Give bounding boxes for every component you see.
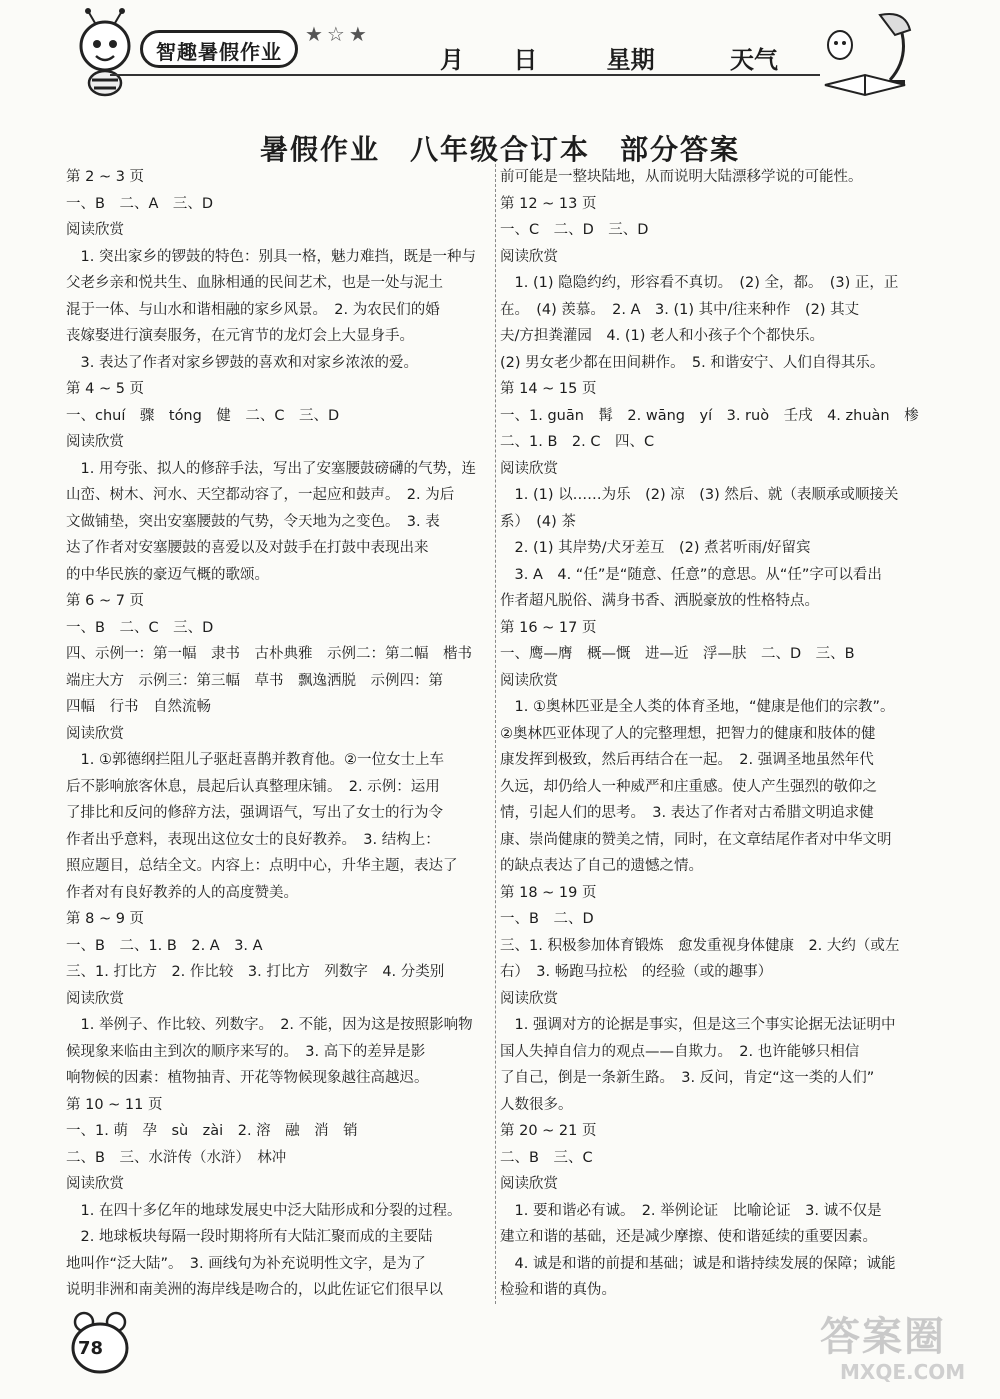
answer-line: 第 4 ~ 5 页 — [66, 381, 145, 397]
answer-line: 三、1. 积极参加体育锻炼 愈发重视身体健康 2. 大约（或左 — [500, 937, 900, 954]
answer-line: 3. 表达了作者对家乡锣鼓的喜欢和对家乡浓浓的爱。 — [66, 354, 418, 371]
answer-line: 响物候的因素：植物抽青、开花等物候现象越往高越迟。 — [66, 1070, 429, 1086]
answer-line: 阅读欣赏 — [66, 434, 124, 450]
answer-line: 说明非洲和南美洲的海岸线是吻合的，以此佐证它们很早以 — [66, 1282, 443, 1298]
answer-line: 二、1. B 2. C 四、C — [500, 434, 655, 450]
answer-line: 一、B 二、1. B 2. A 3. A — [66, 937, 263, 954]
answer-line: 阅读欣赏 — [500, 1176, 558, 1192]
page-title: 暑假作业 八年级合订本 部分答案 — [259, 133, 740, 166]
answer-line: 人数很多。 — [500, 1096, 573, 1113]
answer-line: 一、B 二、A 三、D — [66, 195, 214, 212]
answer-line: 山峦、树木、河水、天空都动容了，一起应和鼓声。 2. 为后 — [66, 487, 455, 503]
answer-line: 一、B 二、C 三、D — [66, 619, 214, 636]
answer-line: 第 20 ~ 21 页 — [500, 1123, 597, 1139]
answer-line: 1. 突出家乡的锣鼓的特色：别具一格，魅力难挡，既是一种与 — [66, 248, 476, 265]
watermark-url: MXQE.COM — [840, 1360, 966, 1384]
page-number: 78 — [78, 1338, 104, 1359]
answer-line: 第 6 ~ 7 页 — [66, 593, 145, 609]
answer-line: 端庄大方 示例三：第三幅 草书 飘逸洒脱 示例四：第 — [66, 672, 443, 689]
answer-line: 父老乡亲和悦共生、血脉相通的民间艺术，也是一处与泥土 — [66, 275, 443, 291]
weather-label: 天气 — [729, 46, 778, 74]
brand-badge: 智趣暑假作业 — [140, 30, 298, 68]
answer-line: 作者超凡脱俗、满身书香、洒脱豪放的性格特点。 — [500, 593, 819, 609]
answer-line: 久远，却仍给人一种威严和庄重感。使人产生强烈的敬仰之 — [500, 778, 877, 795]
answer-line: 候现象来临由主到次的顺序来写的。 3. 高下的差异是影 — [66, 1043, 426, 1060]
answer-line: 情，引起人们的思考。 3. 表达了作者对古希腊文明追求健 — [500, 805, 874, 821]
answer-line: 二、B 三、水浒传（水浒） 林冲 — [66, 1149, 287, 1166]
answer-line: ②奥林匹亚体现了人的完整理想，把智力的健康和肢体的健 — [500, 725, 876, 742]
answer-line: 三、1. 打比方 2. 作比较 3. 打比方 列数字 4. 分类别 — [66, 964, 445, 980]
answer-line: 右） 3. 畅跑马拉松 的经验（或的趣事） — [500, 964, 773, 980]
page-header — [0, 0, 1000, 110]
answer-line: 作者出乎意料，表现出这位女士的良好教养。 3. 结构上： — [66, 831, 440, 848]
answer-line: 阅读欣赏 — [66, 222, 124, 238]
answer-line: 康发挥到极致，然后再结合在一起。 2. 强调圣地虽然年代 — [500, 752, 874, 768]
desk-lamp-book-icon — [820, 5, 920, 100]
answer-line: 4. 诚是和谐的前提和基础；诚是和谐持续发展的保障；诚能 — [500, 1255, 896, 1272]
watermark-logo-text: 答案圈 — [820, 1314, 946, 1360]
answer-line: 国人失掉自信力的观点——自欺力。 2. 也许能够只相信 — [500, 1043, 860, 1060]
answer-line: 照应题目，总结全文。内容上：点明中心，升华主题，表达了 — [66, 858, 458, 874]
answer-line: 第 16 ~ 17 页 — [500, 619, 597, 636]
answer-line: 的中华民族的豪迈气概的歌颂。 — [66, 566, 269, 583]
answer-line: 夫/方担粪灌园 4. (1) 老人和小孩子个个都快乐。 — [500, 328, 824, 344]
column-divider — [495, 164, 496, 1304]
answer-line: 阅读欣赏 — [66, 990, 124, 1007]
answer-line: 了排比和反问的修辞方法，强调语气，写出了女士的行为令 — [66, 805, 443, 821]
answer-line: 阅读欣赏 — [500, 672, 558, 689]
day-label: 日 — [513, 46, 538, 74]
answer-line: 1. (1) 以……为乐 (2) 凉 (3) 然后、就（表顺承或顺接关 — [500, 487, 899, 503]
answer-line: 地叫作“泛大陆”。 3. 画线句为补充说明性文字，是为了 — [66, 1255, 426, 1272]
right-column — [500, 164, 924, 1304]
date-fields — [440, 40, 800, 75]
answer-line: 一、chuí 骤 tóng 健 二、C 三、D — [66, 407, 340, 424]
header-divider — [110, 74, 820, 76]
answer-line: 建立和谐的基础，还是减少摩擦、使和谐延续的重要因素。 — [500, 1229, 877, 1245]
answer-line: 第 8 ~ 9 页 — [66, 911, 145, 927]
answer-line: 一、C 二、D 三、D — [500, 222, 649, 238]
answer-line: 1. 在四十多亿年的地球发展史中泛大陆形成和分裂的过程。 — [66, 1202, 462, 1219]
answer-line: 第 12 ~ 13 页 — [500, 195, 597, 212]
answer-line: 四幅 行书 自然流畅 — [66, 699, 211, 715]
answer-line: 混于一体、与山水和谐相融的家乡风景。 2. 为农民们的婚 — [66, 301, 440, 318]
answer-line: 阅读欣赏 — [500, 248, 558, 265]
answer-line: 1. ①奥林匹亚是全人类的体育圣地，“健康是他们的宗教”。 — [500, 699, 895, 715]
answer-line: 一、鹰—膺 概—慨 进—近 浮—肤 二、D 三、B — [500, 646, 855, 662]
answer-line: 在。 (4) 羡慕。 2. A 3. (1) 其中/往来种作 (2) 其丈 — [500, 301, 860, 318]
answer-line: 阅读欣赏 — [500, 990, 558, 1007]
site-watermark — [820, 1305, 990, 1390]
answer-line: 第 10 ~ 11 页 — [66, 1096, 163, 1113]
answer-line: 3. A 4. “任”是“随意、任意”的意思。从“任”字可以看出 — [500, 566, 882, 583]
answer-line: 四、示例一：第一幅 隶书 古朴典雅 示例二：第二幅 楷书 — [66, 646, 472, 662]
answer-line: 检验和谐的真伪。 — [500, 1282, 616, 1298]
answer-line: 阅读欣赏 — [66, 1176, 124, 1192]
answer-line: 前可能是一整块陆地，从而说明大陆漂移学说的可能性。 — [500, 169, 863, 185]
answer-line: 阅读欣赏 — [500, 460, 558, 477]
answer-line: 1. 用夸张、拟人的修辞手法，写出了安塞腰鼓磅礴的气势，连 — [66, 460, 476, 477]
answer-line: 1. ①郭德纲拦阻儿子驱赶喜鹊并教育他。②一位女士上车 — [66, 752, 444, 768]
weekday-label: 星期 — [606, 46, 655, 74]
answer-line: 2. 地球板块每隔一段时期将所有大陆汇聚而成的主要陆 — [66, 1229, 433, 1245]
answer-line: 1. (1) 隐隐约约，形容看不真切。 (2) 全，都。 (3) 正，正 — [500, 275, 899, 291]
answer-line: 丧嫁娶进行演奏服务，在元宵节的龙灯会上大显身手。 — [66, 328, 414, 344]
left-column — [66, 164, 490, 1304]
answer-line: 二、B 三、C — [500, 1149, 593, 1166]
answer-line: 2. (1) 其岸势/犬牙差互 (2) 煮茗听雨/好留宾 — [500, 540, 811, 556]
answer-line: 文做铺垫，突出安塞腰鼓的气势，令天地为之变色。 3. 表 — [66, 513, 440, 530]
answer-line: 第 2 ~ 3 页 — [66, 169, 145, 185]
month-label: 月 — [440, 46, 464, 74]
answer-line: 第 14 ~ 15 页 — [500, 381, 597, 397]
answer-line: 第 18 ~ 19 页 — [500, 884, 597, 901]
answer-line: 康、崇尚健康的赞美之情，同时，在文章结尾作者对中华文明 — [500, 831, 892, 848]
answer-line: 一、1. 萌 孕 sù zài 2. 溶 融 消 销 — [66, 1123, 358, 1139]
answer-line: 达了作者对安塞腰鼓的喜爱以及对鼓手在打鼓中表现出来 — [66, 540, 429, 556]
answer-line: (2) 男女老少都在田间耕作。 5. 和谐安宁、人们自得其乐。 — [500, 354, 885, 371]
answer-line: 一、B 二、D — [500, 911, 594, 927]
answer-line: 系） (4) 茶 — [500, 513, 576, 530]
stars-decoration-icon: ★☆★ — [305, 22, 371, 46]
answer-line: 1. 举例子、作比较、列数字。 2. 不能，因为这是按照影响物 — [66, 1017, 473, 1033]
answer-line: 一、1. guān 髯 2. wāng yí 3. ruò 壬戌 4. zhuàn 椮 — [500, 407, 919, 424]
answer-line: 作者对有良好教养的人的高度赞美。 — [66, 884, 298, 901]
answer-line: 阅读欣赏 — [66, 725, 124, 742]
answer-line: 了自己，倒是一条新生路。 3. 反问，肯定“这一类的人们” — [500, 1070, 875, 1086]
answer-line: 1. 要和谐必有诚。 2. 举例论证 比喻论证 3. 诚不仅是 — [500, 1202, 882, 1219]
answer-line: 后不影响旅客休息，晨起后认真整理床铺。 2. 示例：运用 — [66, 778, 440, 795]
answer-line: 的缺点表达了自己的遗憾之情。 — [500, 858, 703, 874]
bee-mascot-icon — [70, 8, 140, 98]
answer-line: 1. 强调对方的论据是事实，但是这三个事实论据无法证明中 — [500, 1017, 896, 1033]
